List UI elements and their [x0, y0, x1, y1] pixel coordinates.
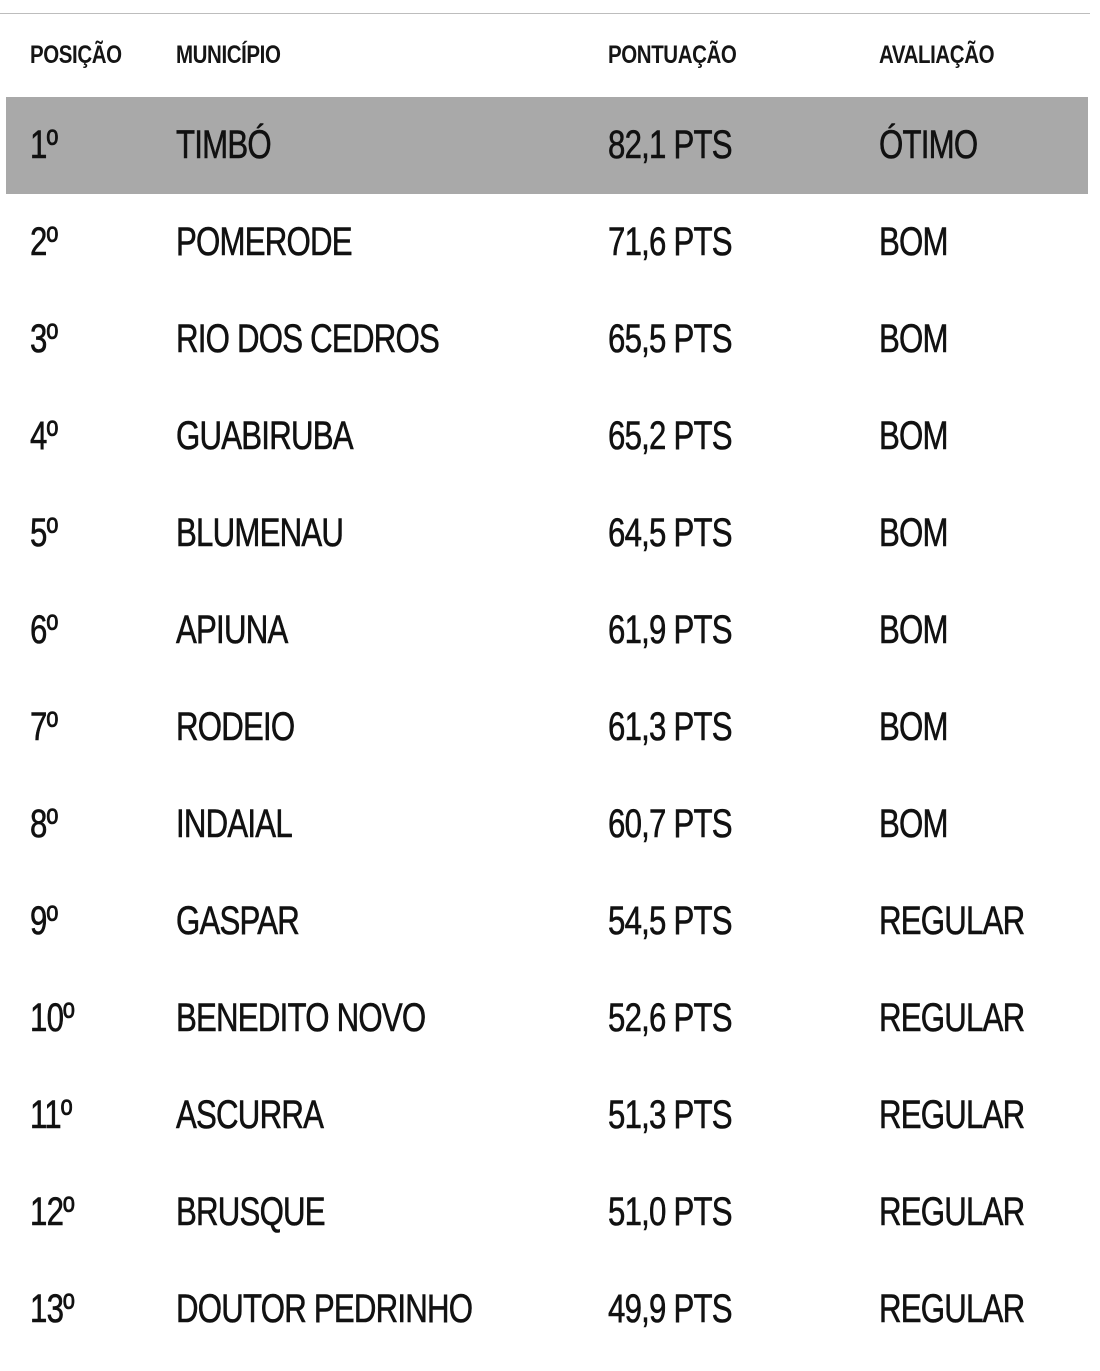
table-row	[6, 194, 1088, 291]
row-position: 2º	[30, 220, 58, 264]
table-row	[6, 291, 1088, 388]
row-position: 3º	[30, 317, 58, 361]
row-municipality: POMERODE	[176, 220, 352, 264]
table-row	[6, 970, 1088, 1067]
row-municipality: BLUMENAU	[176, 511, 344, 555]
row-score: 54,5 PTS	[608, 899, 732, 943]
table-header	[6, 14, 1088, 97]
row-rating: REGULAR	[879, 1190, 1025, 1234]
header-rating: AVALIAÇÃO	[879, 41, 995, 69]
table-row	[6, 776, 1088, 873]
row-rating: ÓTIMO	[879, 123, 978, 167]
table-row-top	[6, 97, 1088, 194]
row-score: 65,2 PTS	[608, 414, 732, 458]
row-municipality: RIO DOS CEDROS	[176, 317, 439, 361]
row-rating: REGULAR	[879, 996, 1025, 1040]
table-row	[6, 1164, 1088, 1261]
row-position: 4º	[30, 414, 58, 458]
row-municipality: BRUSQUE	[176, 1190, 325, 1234]
row-municipality: GUABIRUBA	[176, 414, 353, 458]
row-score: 82,1 PTS	[608, 123, 732, 167]
row-municipality: DOUTOR PEDRINHO	[176, 1287, 473, 1331]
row-rating: BOM	[879, 802, 948, 846]
table-row	[6, 388, 1088, 485]
row-rating: BOM	[879, 317, 948, 361]
row-position: 8º	[30, 802, 58, 846]
row-municipality: APIUNA	[176, 608, 288, 652]
table-row	[6, 582, 1088, 679]
row-rating: BOM	[879, 705, 948, 749]
row-position: 13º	[30, 1287, 74, 1331]
row-score: 71,6 PTS	[608, 220, 732, 264]
row-municipality: GASPAR	[176, 899, 300, 943]
row-position: 10º	[30, 996, 74, 1040]
row-position: 12º	[30, 1190, 74, 1234]
row-position: 9º	[30, 899, 58, 943]
row-position: 6º	[30, 608, 58, 652]
row-municipality: BENEDITO NOVO	[176, 996, 426, 1040]
table-row	[6, 485, 1088, 582]
table-row	[6, 1067, 1088, 1164]
row-rating: REGULAR	[879, 1093, 1025, 1137]
row-municipality: INDAIAL	[176, 802, 292, 846]
row-position: 7º	[30, 705, 58, 749]
row-score: 51,3 PTS	[608, 1093, 732, 1137]
header-position: POSIÇÃO	[30, 41, 122, 69]
row-score: 64,5 PTS	[608, 511, 732, 555]
header-municipality: MUNICÍPIO	[176, 41, 281, 69]
row-rating: BOM	[879, 608, 948, 652]
row-municipality: ASCURRA	[176, 1093, 324, 1137]
header-score: PONTUAÇÃO	[608, 41, 737, 69]
row-score: 49,9 PTS	[608, 1287, 732, 1331]
ranking-table	[6, 14, 1088, 1358]
row-score: 61,3 PTS	[608, 705, 732, 749]
table-row	[6, 679, 1088, 776]
table-row	[6, 1261, 1088, 1358]
row-municipality: TIMBÓ	[176, 123, 271, 167]
row-rating: BOM	[879, 511, 948, 555]
row-rating: BOM	[879, 220, 948, 264]
row-rating: REGULAR	[879, 899, 1025, 943]
row-position: 1º	[30, 123, 58, 167]
row-score: 52,6 PTS	[608, 996, 732, 1040]
row-municipality: RODEIO	[176, 705, 295, 749]
row-score: 61,9 PTS	[608, 608, 732, 652]
row-position: 11º	[30, 1093, 72, 1137]
row-rating: BOM	[879, 414, 948, 458]
table-row	[6, 873, 1088, 970]
row-position: 5º	[30, 511, 58, 555]
row-score: 51,0 PTS	[608, 1190, 732, 1234]
row-rating: REGULAR	[879, 1287, 1025, 1331]
row-score: 60,7 PTS	[608, 802, 732, 846]
row-score: 65,5 PTS	[608, 317, 732, 361]
